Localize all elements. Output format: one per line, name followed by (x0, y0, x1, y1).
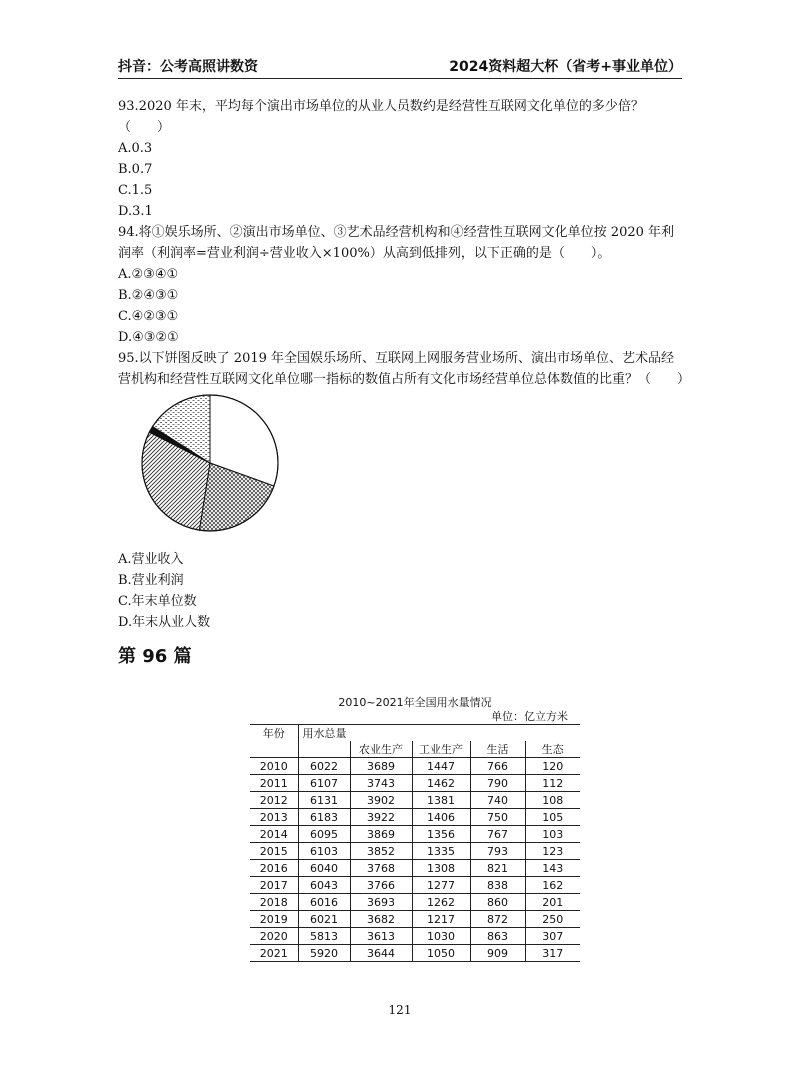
table-cell: 2021 (250, 945, 298, 962)
table-cell: 766 (470, 758, 525, 775)
subheader-agriculture: 农业生产 (350, 741, 412, 758)
table-cell: 123 (525, 843, 580, 860)
table-cell: 3682 (350, 911, 412, 928)
table-cell: 740 (470, 792, 525, 809)
table-cell: 1356 (412, 826, 470, 843)
table-title: 2010~2021年全国用水量情况 (338, 696, 492, 709)
table-cell: 838 (470, 877, 525, 894)
table-row (250, 877, 580, 894)
page-content (118, 96, 691, 669)
pie-chart (140, 393, 280, 533)
subheader-ecology: 生态 (525, 741, 580, 758)
table-cell: 821 (470, 860, 525, 877)
table-cell: 6095 (298, 826, 350, 843)
table-cell: 250 (525, 911, 580, 928)
table-cell: 2018 (250, 894, 298, 911)
table-cell: 1030 (412, 928, 470, 945)
table-row (250, 928, 580, 945)
question-93-option-d: D.3.1 (118, 204, 153, 219)
table-cell: 2014 (250, 826, 298, 843)
table-cell: 103 (525, 826, 580, 843)
header-year: 年份 (250, 725, 298, 742)
table-cell: 863 (470, 928, 525, 945)
question-93-option-b: B.0.7 (118, 162, 153, 177)
table-cell: 3689 (350, 758, 412, 775)
table-cell: 6183 (298, 809, 350, 826)
table-cell: 2019 (250, 911, 298, 928)
header-right-text: 2024资料超大杯（省考+事业单位） (449, 59, 682, 75)
table-row (250, 860, 580, 877)
page-header (118, 56, 682, 79)
table-cell: 750 (470, 809, 525, 826)
question-93-stem: 93.2020 年末，平均每个演出市场单位的从业人员数约是经营性互联网文化单位的多少倍？（ ） (118, 99, 644, 135)
question-94-option-c: C.④②③① (118, 309, 179, 324)
table-row (250, 911, 580, 928)
table-cell: 3922 (350, 809, 412, 826)
table-cell: 108 (525, 792, 580, 809)
question-94-option-a: A.②③④① (118, 267, 179, 282)
table-cell: 307 (525, 928, 580, 945)
page-number: 121 (388, 1003, 412, 1017)
table-row (250, 945, 580, 962)
question-95-stem: 95.以下饼图反映了 2019 年全国娱乐场所、互联网上网服务营业场所、演出市场单位、艺术品经营机构和经营性互联网文化单位哪一指标的数值占所有文化市场经营单位总体数值的比重？（ ） (118, 351, 691, 387)
header-total: 用水总量 (298, 725, 580, 742)
table-cell: 1262 (412, 894, 470, 911)
header-left-text: 抖音：公考高照讲数资 (118, 59, 258, 75)
table-cell: 6107 (298, 775, 350, 792)
question-94-option-d: D.④③②① (118, 330, 179, 345)
question-95-option-c: C.年末单位数 (118, 594, 197, 609)
table-cell: 317 (525, 945, 580, 962)
table-cell: 1381 (412, 792, 470, 809)
table-cell: 1050 (412, 945, 470, 962)
table-cell: 6040 (298, 860, 350, 877)
table-cell: 1277 (412, 877, 470, 894)
table-cell: 1462 (412, 775, 470, 792)
table-unit: 单位：亿立方米 (491, 710, 568, 723)
question-95-option-b: B.营业利润 (118, 573, 184, 588)
table-cell: 1406 (412, 809, 470, 826)
subheader-domestic: 生活 (470, 741, 525, 758)
table-cell: 909 (470, 945, 525, 962)
table-cell: 5813 (298, 928, 350, 945)
table-cell: 860 (470, 894, 525, 911)
table-cell: 3644 (350, 945, 412, 962)
table-cell: 6131 (298, 792, 350, 809)
table-row (250, 826, 580, 843)
table-row (250, 809, 580, 826)
question-94-option-b: B.②④③① (118, 288, 179, 303)
table-cell: 2020 (250, 928, 298, 945)
question-93-option-c: C.1.5 (118, 183, 153, 198)
table-cell: 6103 (298, 843, 350, 860)
water-usage-table (250, 724, 580, 962)
question-95-option-a: A.营业收入 (118, 552, 184, 567)
table-row (250, 843, 580, 860)
table-cell: 2010 (250, 758, 298, 775)
subheader-industry: 工业生产 (412, 741, 470, 758)
question-95-option-d: D.年末从业人数 (118, 615, 211, 630)
table-row (250, 894, 580, 911)
table-cell: 2017 (250, 877, 298, 894)
table-cell: 5920 (298, 945, 350, 962)
table-cell: 3613 (350, 928, 412, 945)
table-cell: 162 (525, 877, 580, 894)
table-cell: 2015 (250, 843, 298, 860)
table-cell: 2011 (250, 775, 298, 792)
table-cell: 1217 (412, 911, 470, 928)
table-cell: 6016 (298, 894, 350, 911)
table-cell: 3743 (350, 775, 412, 792)
table-row (250, 792, 580, 809)
table-cell: 112 (525, 775, 580, 792)
table-cell: 872 (470, 911, 525, 928)
table-cell: 6043 (298, 877, 350, 894)
table-cell: 3902 (350, 792, 412, 809)
table-cell: 3693 (350, 894, 412, 911)
table-cell: 3852 (350, 843, 412, 860)
table-cell: 2016 (250, 860, 298, 877)
water-usage-table-block (250, 694, 580, 962)
article-title: 第 96 篇 (118, 646, 192, 667)
table-cell: 2013 (250, 809, 298, 826)
table-cell: 767 (470, 826, 525, 843)
table-cell: 790 (470, 775, 525, 792)
table-cell: 1308 (412, 860, 470, 877)
question-94-stem: 94.将①娱乐场所、②演出市场单位、③艺术品经营机构和④经营性互联网文化单位按 2020 年利润率（利润率=营业利润÷营业收入×100%）从高到低排列，以下正确的是（ ）。 (118, 225, 675, 261)
table-cell: 1335 (412, 843, 470, 860)
table-cell: 120 (525, 758, 580, 775)
table-cell: 105 (525, 809, 580, 826)
question-93-option-a: A.0.3 (118, 141, 153, 156)
table-row (250, 775, 580, 792)
table-cell: 6022 (298, 758, 350, 775)
table-cell: 3869 (350, 826, 412, 843)
table-cell: 6021 (298, 911, 350, 928)
table-row (250, 758, 580, 775)
pie-chart-container (118, 393, 686, 549)
table-cell: 201 (525, 894, 580, 911)
table-cell: 3766 (350, 877, 412, 894)
table-cell: 3768 (350, 860, 412, 877)
table-cell: 143 (525, 860, 580, 877)
table-cell: 2012 (250, 792, 298, 809)
table-cell: 1447 (412, 758, 470, 775)
table-cell: 793 (470, 843, 525, 860)
